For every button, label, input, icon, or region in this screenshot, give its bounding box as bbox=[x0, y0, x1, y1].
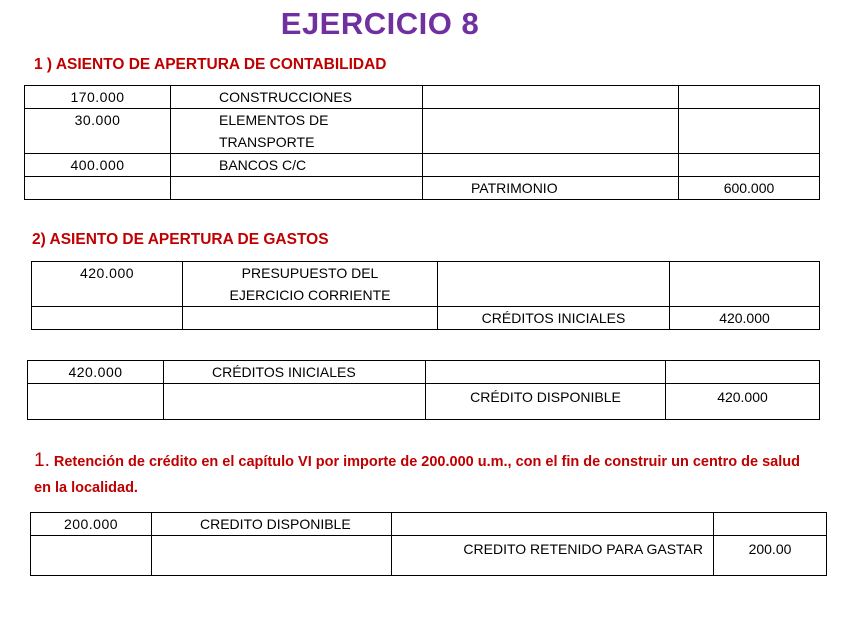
credit-account-cell: CRÉDITOS INICIALES bbox=[438, 307, 670, 330]
statement-text: Retención de crédito en el capítulo VI por importe de 200.000 u.m., con el fin de construir un centro de salud en la localidad. bbox=[34, 454, 800, 496]
debit-cell: 30.000 bbox=[25, 109, 171, 154]
section2-heading: 2) ASIENTO DE APERTURA DE GASTOS bbox=[32, 231, 329, 248]
table-row bbox=[28, 384, 820, 420]
account-line: PRESUPUESTO DEL bbox=[241, 265, 379, 281]
debit-cell: 420.000 bbox=[28, 361, 164, 384]
debit-cell: 400.000 bbox=[25, 154, 171, 177]
table-row bbox=[32, 262, 820, 307]
debit-cell: 200.000 bbox=[31, 513, 152, 536]
credit-cell bbox=[679, 86, 820, 109]
debit-cell: 420.000 bbox=[32, 262, 183, 307]
credit-account-cell bbox=[423, 154, 679, 177]
credit-account-cell: CREDITO RETENIDO PARA GASTAR bbox=[392, 536, 714, 576]
table-row bbox=[25, 154, 820, 177]
statement-number: 1. bbox=[34, 450, 50, 471]
account-cell bbox=[164, 384, 426, 420]
table-row bbox=[25, 109, 820, 154]
credit-cell bbox=[679, 109, 820, 154]
section1-heading: 1 ) ASIENTO DE APERTURA DE CONTABILIDAD bbox=[34, 56, 387, 73]
account-cell bbox=[183, 307, 438, 330]
credit-retention-table bbox=[30, 512, 827, 576]
credit-account-cell bbox=[423, 86, 679, 109]
credits-table bbox=[27, 360, 820, 420]
table-row bbox=[25, 86, 820, 109]
debit-cell bbox=[25, 177, 171, 200]
table-row bbox=[32, 307, 820, 330]
credit-cell bbox=[666, 361, 820, 384]
account-cell: CREDITO DISPONIBLE bbox=[152, 513, 392, 536]
table-row bbox=[28, 361, 820, 384]
debit-cell bbox=[31, 536, 152, 576]
debit-cell bbox=[28, 384, 164, 420]
table-row bbox=[31, 536, 827, 576]
credit-cell: 200.00 bbox=[714, 536, 827, 576]
account-cell: BANCOS C/C bbox=[171, 154, 423, 177]
credit-cell bbox=[714, 513, 827, 536]
account-cell bbox=[171, 177, 423, 200]
credit-account-cell bbox=[423, 109, 679, 154]
credit-account-cell bbox=[426, 361, 666, 384]
credit-cell: 600.000 bbox=[679, 177, 820, 200]
account-cell: CONSTRUCCIONES bbox=[171, 86, 423, 109]
table-row bbox=[31, 513, 827, 536]
credit-cell: 420.000 bbox=[670, 307, 820, 330]
opening-entry-table bbox=[24, 85, 820, 200]
page-title: EJERCICIO 8 bbox=[280, 6, 480, 41]
credit-account-cell bbox=[438, 262, 670, 307]
table-row bbox=[25, 177, 820, 200]
account-line: TRANSPORTE bbox=[219, 134, 315, 150]
account-line: ELEMENTOS DE bbox=[219, 112, 329, 128]
account-cell bbox=[171, 109, 423, 154]
account-cell bbox=[152, 536, 392, 576]
credit-cell bbox=[679, 154, 820, 177]
account-cell bbox=[183, 262, 438, 307]
exercise-statement bbox=[34, 448, 814, 501]
debit-cell bbox=[32, 307, 183, 330]
debit-cell: 170.000 bbox=[25, 86, 171, 109]
credit-account-cell: PATRIMONIO bbox=[423, 177, 679, 200]
account-cell: CRÉDITOS INICIALES bbox=[164, 361, 426, 384]
account-line: EJERCICIO CORRIENTE bbox=[229, 287, 391, 303]
expense-opening-table bbox=[31, 261, 820, 330]
credit-cell: 420.000 bbox=[666, 384, 820, 420]
credit-account-cell: CRÉDITO DISPONIBLE bbox=[426, 384, 666, 420]
credit-account-cell bbox=[392, 513, 714, 536]
credit-cell bbox=[670, 262, 820, 307]
